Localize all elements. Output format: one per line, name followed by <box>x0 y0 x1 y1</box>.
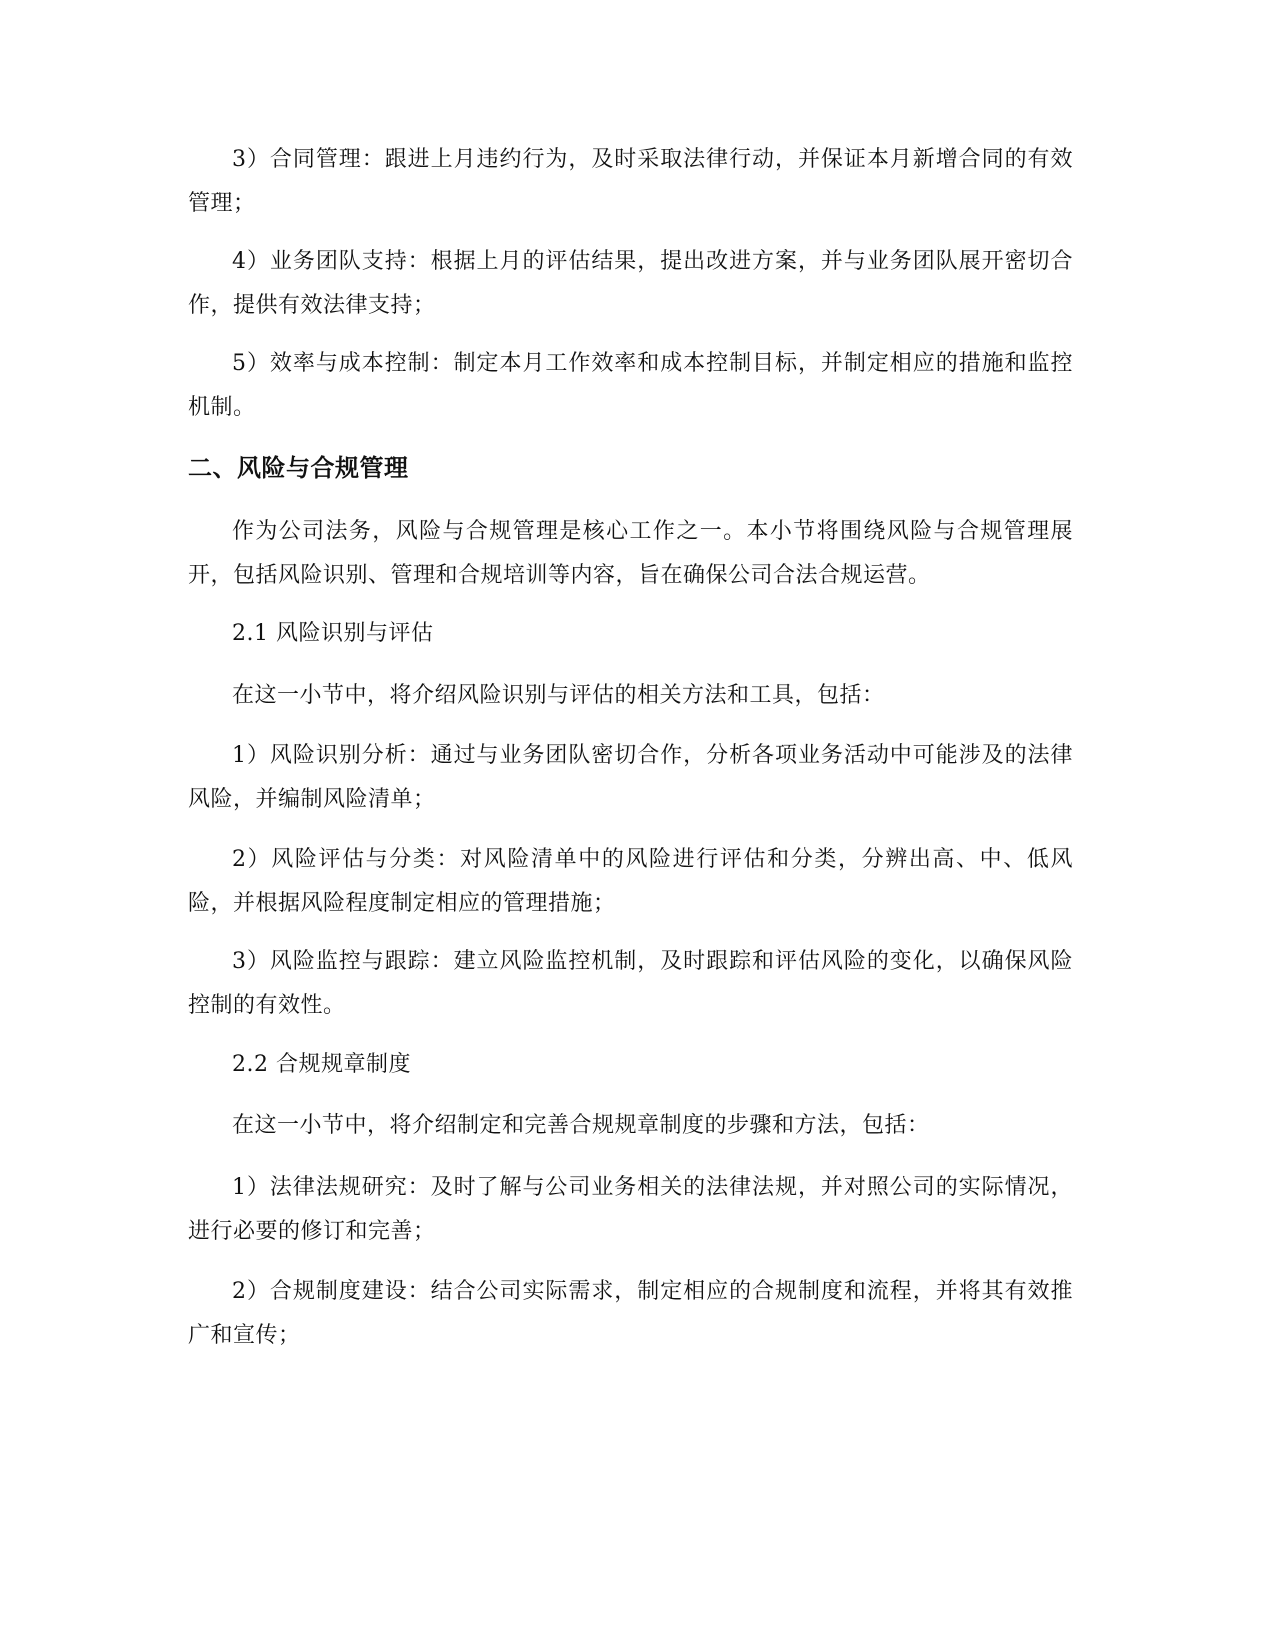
subsection-title-risk-identification: 2.1 风险识别与评估 <box>232 621 434 646</box>
list-item-risk-analysis: 1）风险识别分析：通过与业务团队密切合作，分析各项业务活动中可能涉及的法律风险，并编制风险清单； <box>188 743 1073 812</box>
list-item-risk-assessment: 2）风险评估与分类：对风险清单中的风险进行评估和分类，分辨出高、中、低风险，并根据风险程度制定相应的管理措施； <box>188 847 1073 916</box>
list-item-compliance-system: 2）合规制度建设：结合公司实际需求，制定相应的合规制度和流程，并将其有效推广和宣传； <box>188 1279 1073 1348</box>
list-item-risk-monitoring: 3）风险监控与跟踪：建立风险监控机制，及时跟踪和评估风险的变化，以确保风险控制的有效性。 <box>188 949 1073 1018</box>
paragraph-contract-management: 3）合同管理：跟进上月违约行为，及时采取法律行动，并保证本月新增合同的有效管理； <box>188 147 1073 216</box>
section-intro: 作为公司法务，风险与合规管理是核心工作之一。本小节将围绕风险与合规管理展开，包括风险识别、管理和合规培训等内容，旨在确保公司合法合规运营。 <box>188 519 1073 588</box>
paragraph-efficiency-cost-control: 5）效率与成本控制：制定本月工作效率和成本控制目标，并制定相应的措施和监控机制。 <box>188 351 1073 420</box>
section-heading: 二、风险与合规管理 <box>188 454 409 482</box>
paragraph-business-team-support: 4）业务团队支持：根据上月的评估结果，提出改进方案，并与业务团队展开密切合作，提供有效法律支持； <box>188 249 1073 318</box>
subsection-title-compliance-rules: 2.2 合规规章制度 <box>232 1052 411 1077</box>
subsection-intro-compliance-rules: 在这一小节中，将介绍制定和完善合规规章制度的步骤和方法，包括： <box>232 1113 930 1138</box>
list-item-law-research: 1）法律法规研究：及时了解与公司业务相关的法律法规，并对照公司的实际情况，进行必要的修订和完善； <box>188 1175 1073 1244</box>
subsection-intro-risk-identification: 在这一小节中，将介绍风险识别与评估的相关方法和工具，包括： <box>232 683 885 708</box>
